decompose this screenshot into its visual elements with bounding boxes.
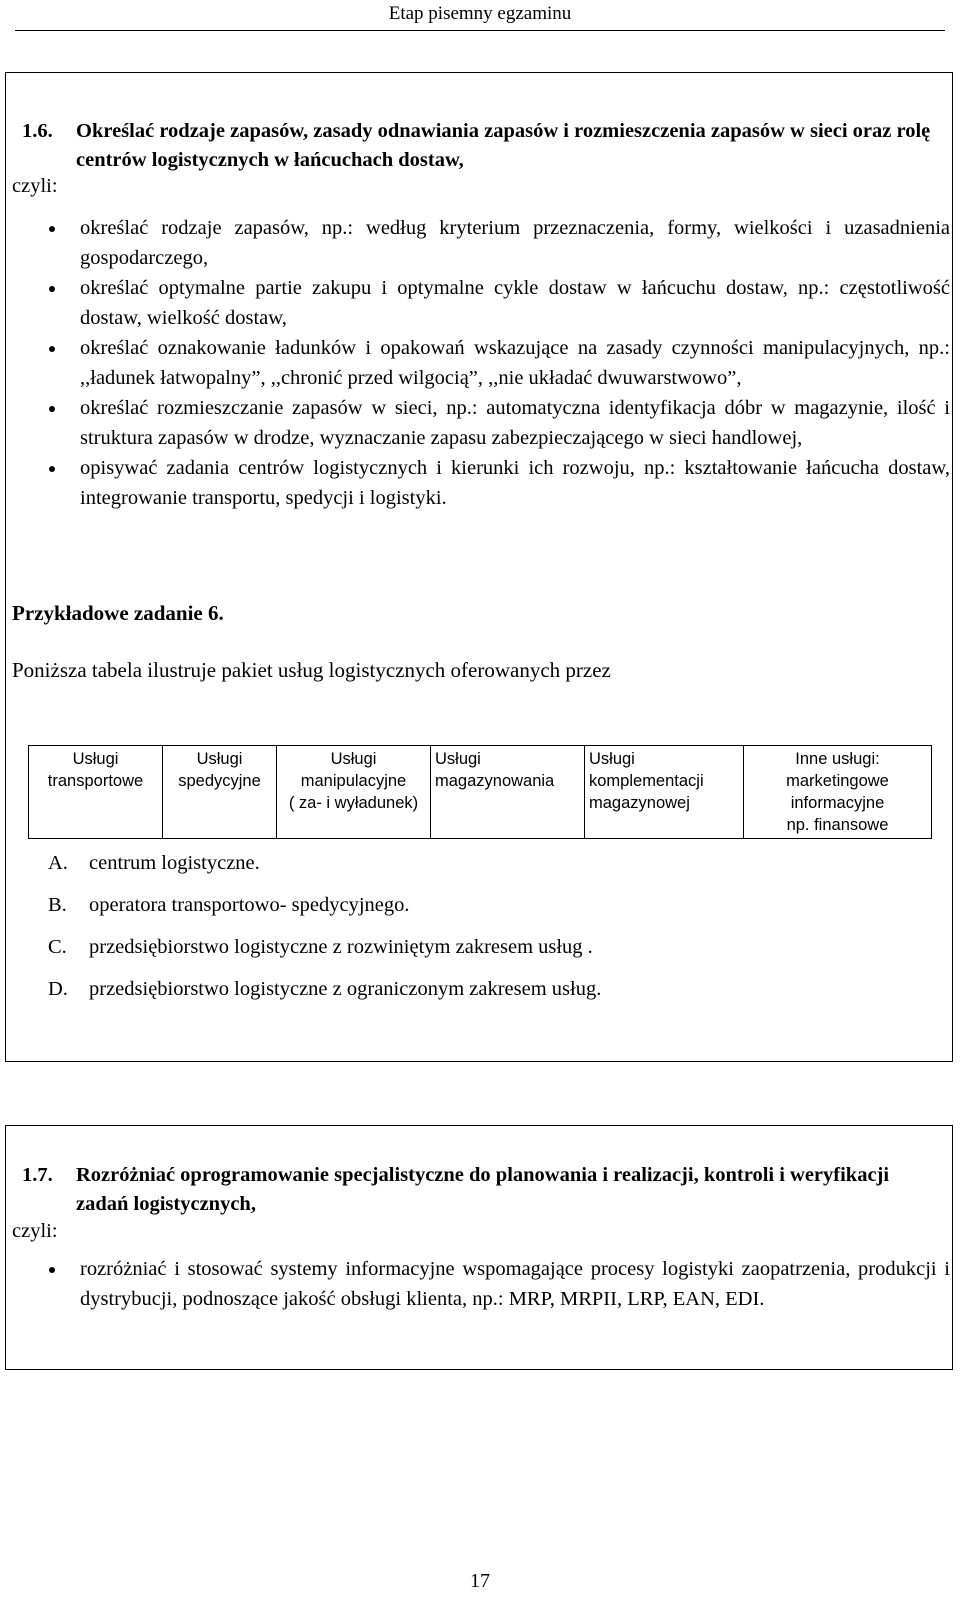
bullet-icon: [49, 226, 55, 232]
section-number: 1.6.: [22, 120, 53, 142]
answer-text: operatora transportowo- spedycyjnego.: [89, 894, 410, 916]
table-cell: Usługi komplementacji magazynowej: [585, 746, 744, 839]
table-cell: Inne usługi: marketingowe informacyjne np. finansowe: [744, 746, 932, 839]
answer-text: przedsiębiorstwo logistyczne z rozwiniętym zakresem usług .: [89, 936, 593, 958]
answer-option: [48, 977, 601, 1019]
list-item: określać oznakowanie ładunków i opakowań wskazujące na zasady czynności manipulacyjnych, np.: ,,ładunek łatwopalny”, ,,chronić przed wilgocią”, ,,nie układać dwuwarstwowo”,: [22, 333, 950, 393]
section-box-1-6: [5, 72, 953, 1062]
bullet-icon: [49, 406, 55, 412]
table-cell: Usługi transportowe: [29, 746, 163, 839]
list-item: określać rozmieszczanie zapasów w sieci, np.: automatyczna identyfikacja dóbr w magazynie, ilość i struktura zapasów w drodze, wyznaczanie zapasu zabezpieczającego w sieci handlowej,: [22, 393, 950, 453]
list-item: określać optymalne partie zakupu i optymalne cykle dostaw w łańcuchu dostaw, np.: częstotliwość dostaw, wielkość dostaw,: [22, 273, 950, 333]
task-text: Poniższa tabela ilustruje pakiet usług logistycznych oferowanych przez: [12, 658, 611, 682]
task-title: Przykładowe zadanie 6.: [12, 601, 224, 625]
list-item: określać rodzaje zapasów, np.: według kryterium przeznaczenia, formy, wielkości i uzasadnienia gospodarczego,: [22, 213, 950, 273]
bullet-icon: [49, 1267, 55, 1273]
table-cell: Usługi manipulacyjne ( za- i wyładunek): [277, 746, 431, 839]
answer-list: [48, 851, 601, 1019]
answer-text: centrum logistyczne.: [89, 852, 260, 874]
section-title: Rozróżniać oprogramowanie specjalistyczne do planowania i realizacji, kontroli i weryfikacji zadań logistycznych,: [76, 1164, 890, 1215]
czyli-label: czyli:: [12, 1220, 58, 1242]
answer-option: [48, 935, 601, 977]
answer-letter: D.: [48, 978, 68, 1000]
czyli-label: czyli:: [12, 175, 58, 197]
bullet-list: [22, 213, 950, 513]
answer-option: [48, 851, 601, 893]
services-table: [28, 745, 932, 839]
answer-text: przedsiębiorstwo logistyczne z ograniczonym zakresem usług.: [89, 978, 602, 1000]
header-rule: [15, 30, 945, 31]
list-item: rozróżniać i stosować systemy informacyjne wspomagające procesy logistyki zaopatrzenia, produkcji i dystrybucji, podnoszące jakość obsługi klienta, np.: MRP, MRPII, LRP, EAN, EDI.: [22, 1254, 950, 1314]
answer-letter: A.: [48, 852, 68, 874]
answer-letter: C.: [48, 936, 67, 958]
answer-letter: B.: [48, 894, 67, 916]
answer-option: [48, 893, 601, 935]
page-header: Etap pisemny egzaminu: [388, 3, 572, 24]
section-title: Określać rodzaje zapasów, zasady odnawiania zapasów i rozmieszczenia zapasów w sieci oraz rolę centrów logistycznych w łańcuchach dostaw,: [76, 120, 931, 171]
bullet-icon: [49, 346, 55, 352]
page-number: 17: [470, 1570, 490, 1592]
bullet-icon: [49, 286, 55, 292]
table-cell: Usługi magazynowania: [431, 746, 585, 839]
bullet-icon: [49, 466, 55, 472]
list-item: opisywać zadania centrów logistycznych i kierunki ich rozwoju, np.: kształtowanie łańcucha dostaw, integrowanie transportu, spedycji i logistyki.: [22, 453, 950, 513]
section-number: 1.7.: [22, 1164, 53, 1186]
section-box-1-7: [5, 1125, 953, 1370]
bullet-list: [22, 1254, 950, 1314]
table-cell: Usługi spedycyjne: [163, 746, 277, 839]
